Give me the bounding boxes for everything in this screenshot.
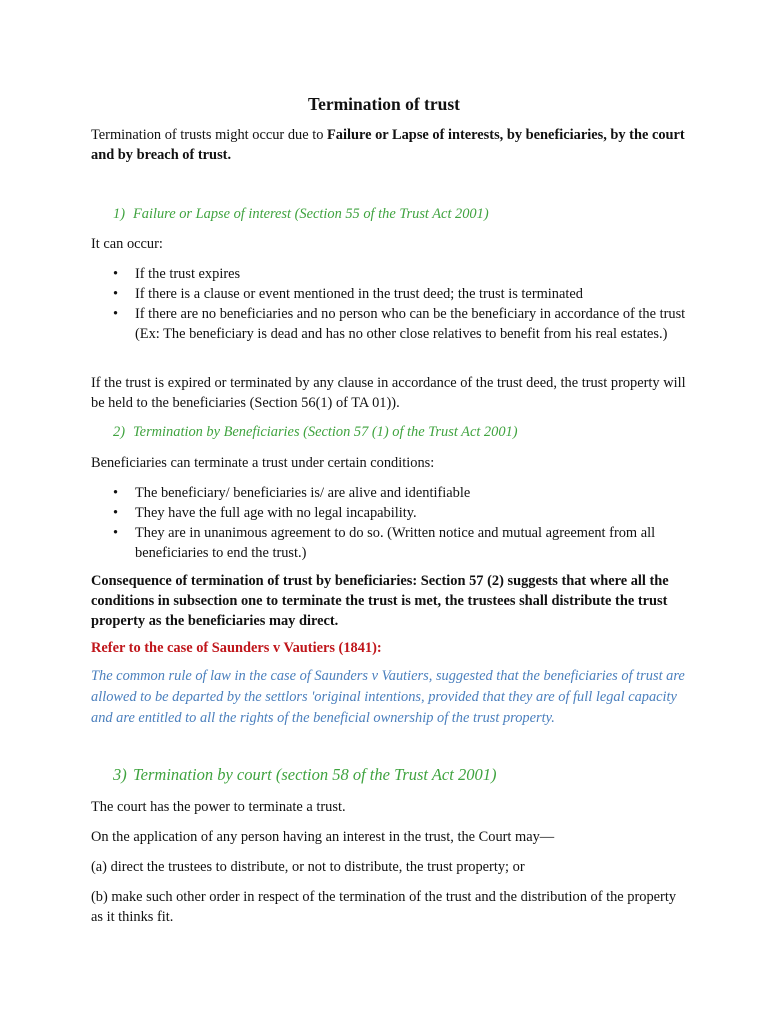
section-2-heading (113, 422, 709, 442)
section-2-heading-text: Termination by Beneficiaries (Section 57 (1) of the Trust Act 2001) (133, 424, 518, 440)
section-1-bullet-list (113, 264, 689, 344)
bullet-icon: • (113, 286, 119, 302)
intro-bold-text: Failure or Lapse of interests, by beneficiaries, by the court and by breach of trust. (91, 127, 685, 163)
section-1-after-paragraph: If the trust is expired or terminated by any clause in accordance of the trust deed, the trust property will be held to the beneficiaries (Section 56(1) of TA 01)). (91, 375, 686, 411)
section-2-bullet-list (113, 483, 689, 563)
consequence-paragraph: Consequence of termination of trust by beneficiaries: Section 57 (2) suggests that where all the conditions in subsection one to terminate the trust is met, the trustees shall distribute the trust property as the beneficiaries may direct. (91, 573, 669, 629)
section-1-heading-text: Failure or Lapse of interest (Section 55 of the Trust Act 2001) (133, 206, 489, 222)
bullet-icon: • (113, 525, 119, 541)
intro-text: Termination of trusts might occur due to (91, 127, 327, 143)
section-3-heading (113, 764, 709, 786)
section-2-number: 2) (113, 424, 125, 440)
case-summary: The common rule of law in the case of Saunders v Vautiers, suggested that the beneficiaries of trust are allowed to be departed by the settlors 'original intentions, provided that they are of full legal capacity and are entitled to all the rights of the beneficial ownership of the trust property. (91, 668, 685, 726)
bullet-icon: • (113, 485, 119, 501)
list-item: • If there is a clause or event mentioned in the trust deed; the trust is terminated (113, 286, 583, 302)
section-3-number: 3) (113, 765, 127, 784)
list-item: • They have the full age with no legal incapability. (113, 505, 417, 521)
case-reference: Refer to the case of Saunders v Vautiers (1841): (91, 640, 382, 656)
section-3-heading-text: Termination by court (section 58 of the Trust Act 2001) (133, 765, 497, 784)
intro-paragraph (91, 125, 687, 165)
list-item: • They are in unanimous agreement to do so. (Written notice and mutual agreement from all beneficiaries to end the trust.) (113, 525, 656, 561)
bullet-icon: • (113, 306, 119, 322)
list-item: • If there are no beneficiaries and no person who can be the beneficiary in accordance of the trust (Ex: The beneficiary is dead and has no other close relatives to benefit from his real estates.) (113, 306, 686, 342)
section-1-lead: It can occur: (91, 236, 163, 252)
document-title: Termination of trust (308, 94, 460, 114)
list-item: • The beneficiary/ beneficiaries is/ are alive and identifiable (113, 485, 471, 501)
bullet-icon: • (113, 266, 119, 282)
section-1-heading (113, 204, 709, 224)
section-3-paragraph-3: (a) direct the trustees to distribute, or not to distribute, the trust property; or (91, 859, 525, 875)
bullet-icon: • (113, 505, 119, 521)
list-item: • If the trust expires (113, 266, 241, 282)
section-2-lead: Beneficiaries can terminate a trust under certain conditions: (91, 455, 435, 471)
section-1-number: 1) (113, 206, 125, 222)
section-3-paragraph-4: (b) make such other order in respect of the termination of the trust and the distribution of the property as it thinks fit. (91, 889, 677, 925)
section-3-paragraph-1: The court has the power to terminate a trust. (91, 799, 346, 815)
section-3-paragraph-2: On the application of any person having an interest in the trust, the Court may— (91, 829, 555, 845)
